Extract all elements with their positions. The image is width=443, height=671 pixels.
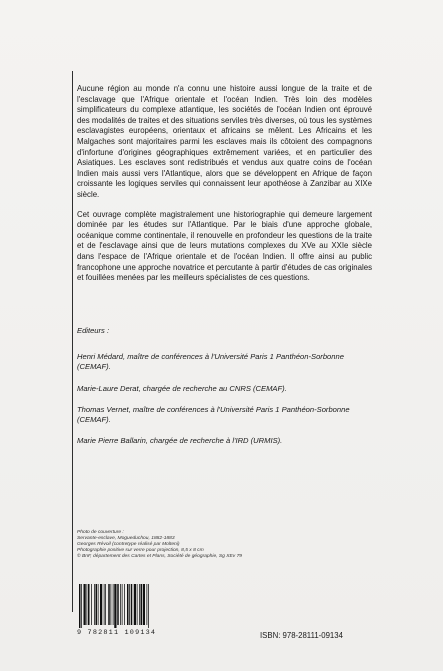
barcode-bar (98, 584, 99, 625)
barcode-bar (104, 584, 105, 625)
barcode-bar (127, 584, 129, 625)
credit-line: Georges Révoil (contretype réalisé par Molteni) (77, 542, 180, 548)
barcode-bar (79, 584, 81, 628)
summary-paragraph-2: Cet ouvrage complète magistralement une historiographie qui demeure largement dominée par les études sur l'Atlantique. Par le biais d'une approche globale, océanique comme continentale, il renouvelle en profondeur les questions de la traite et de l'esclavage ainsi que de leurs mutations complexes du XVe au XXIe siècle dans l'espace de l'Afrique orientale et de l'océan Indien. Il offre ainsi au public francophone une approche novatrice et percutante à partir d'études de cas originales et fouillées menées par les meilleurs spécialistes de ces questions. (77, 209, 372, 283)
isbn-number: ISBN: 978-28111-09134 (260, 631, 343, 640)
barcode (77, 584, 175, 637)
barcode-bar (94, 584, 95, 625)
credit-line: Servante-esclave, Mogueduchou, 1882-1883 (77, 536, 175, 542)
barcode-bar (143, 584, 145, 625)
barcode-bar (122, 584, 123, 625)
barcode-digits: 9 782811 109134 (77, 629, 157, 637)
barcode-bar (134, 584, 136, 625)
barcode-bar (120, 584, 121, 625)
barcode-bar (84, 584, 86, 625)
barcode-bar (129, 584, 130, 625)
photo-credits (77, 530, 372, 560)
editor-entry: Thomas Vernet, maître de conférences à l'Université Paris 1 Panthéon-Sorbonne (CEMAF). (77, 404, 350, 425)
barcode-bar (114, 584, 116, 628)
barcode-bars (77, 584, 173, 628)
barcode-bar (139, 584, 140, 625)
barcode-bar (108, 584, 110, 625)
editor-entry: Marie Pierre Ballarin, chargée de recherche à l'IRD (URMIS). (77, 436, 283, 446)
barcode-bar (100, 584, 102, 625)
barcode-bar (87, 584, 88, 625)
summary-paragraph-1: Aucune région au monde n'a connu une histoire aussi longue de la traite et de l'esclavage que l'Afrique orientale et l'océan Indien. Très loin des modèles simplificateurs du complexe atlantique, les sociétés de l'océan Indien ont éprouvé des modalités de traites et des situations serviles très diverses, où tous les systèmes esclavagistes européens, orientaux et africains se mêlent. Les Africains et les Malgaches sont majoritaires parmi les esclaves mais ils côtoient des compagnons d'infortune d'origines géographiques extrêmement variées, et en particulier des Asiatiques. Les esclaves sont redistribués et vendus aux quatre coins de l'océan Indien mais aussi vers l'Atlantique, alors que se développent en Afrique de façon croissante les logiques serviles qui connaissent leur apothéose à Zanzibar au XIXe siècle. (77, 84, 372, 199)
barcode-bar (141, 584, 143, 625)
editor-entry: Marie-Laure Derat, chargée de recherche au CNRS (CEMAF). (77, 383, 287, 393)
barcode-bar (113, 584, 114, 625)
credit-line: © BnF, département des Cartes et Plans, Société de géographie, Sg XEv 79 (77, 554, 243, 560)
barcode-bar (111, 584, 112, 625)
credit-line: Photo de couverture : (77, 530, 124, 535)
credit-line: Photographie positive sur verre pour projection, 8,5 x 8 cm (77, 548, 204, 554)
barcode-bar (137, 584, 138, 625)
barcode-bar (147, 584, 148, 625)
barcode-bar (81, 584, 82, 628)
barcode-bar (105, 584, 106, 625)
barcode-bar (88, 584, 90, 625)
editors-heading: Editeurs : (77, 326, 110, 335)
barcode-bar (124, 584, 125, 625)
editors-section (77, 326, 372, 457)
barcode-bar (148, 584, 149, 628)
barcode-bar (117, 584, 119, 625)
barcode-bar (96, 584, 98, 625)
summary-text (77, 84, 372, 293)
barcode-bar (131, 584, 133, 625)
barcode-bar (91, 584, 92, 625)
editor-entry: Henri Médard, maître de conférences à l'Université Paris 1 Panthéon-Sorbonne (CEMAF). (77, 352, 344, 372)
